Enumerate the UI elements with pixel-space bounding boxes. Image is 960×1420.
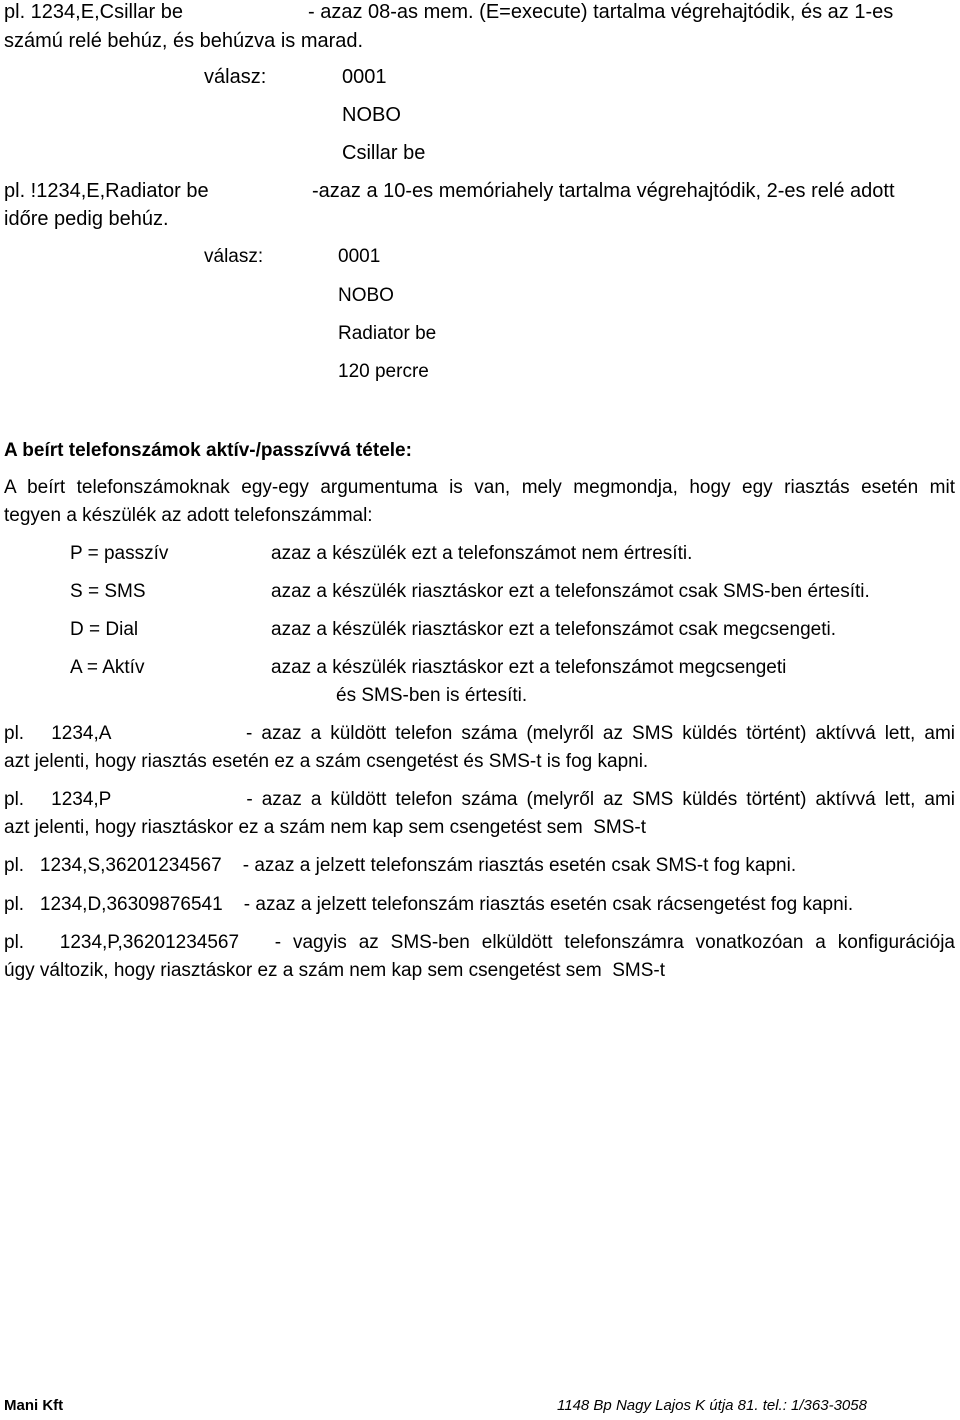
option-code-dial: D = Dial [70, 619, 139, 640]
option-code-sms: S = SMS [70, 581, 146, 602]
section-title: A beírt telefonszámok aktív-/passzívvá tétele: [4, 440, 412, 461]
option-desc-passive: azaz a készülék ezt a telefonszámot nem értresíti. [271, 543, 693, 564]
option-code-active: A = Aktív [70, 657, 145, 678]
answer-line-1: 0001 [342, 66, 387, 88]
example-pnum-line-2: úgy változik, hogy riasztáskor ez a szám nem kap sem csengetést sem SMS-t [4, 960, 666, 981]
footer-address: 1148 Bp Nagy Lajos K útja 81. tel.: 1/363-3058 [557, 1397, 867, 1414]
footer-company: Mani Kft [4, 1397, 64, 1414]
option-code-passive: P = passzív [70, 543, 169, 564]
answer-label: válasz: [204, 246, 264, 267]
answer-line-3: Radiator be [338, 323, 437, 344]
answer-line-2: NOBO [338, 285, 394, 306]
example-p-line-1: pl. 1234,P - azaz a küldött telefon száma (melyről az SMS küldés történt) aktívvá lett, ami [4, 789, 955, 810]
answer-line-2: NOBO [342, 104, 401, 126]
example-1-description-cont: számú relé behúz, és behúzva is marad. [4, 30, 364, 52]
intro-line-2: tegyen a készülék az adott telefonszámmal: [4, 505, 373, 526]
answer-line-1: 0001 [338, 246, 381, 267]
example-2-description-cont: időre pedig behúz. [4, 208, 169, 230]
option-desc-dial: azaz a készülék riasztáskor ezt a telefonszámot csak megcsengeti. [271, 619, 836, 640]
example-p-line-2: azt jelenti, hogy riasztáskor ez a szám nem kap sem csengetést sem SMS-t [4, 817, 647, 838]
example-pnum-line-1: pl. 1234,P,36201234567 - vagyis az SMS-ben elküldött telefonszámra vonatkozóan a konfigurációja [4, 932, 955, 953]
answer-line-3: Csillar be [342, 142, 426, 164]
example-s-line: pl. 1234,S,36201234567 - azaz a jelzett telefonszám riasztás esetén csak SMS-t fog kapni. [4, 855, 797, 876]
option-desc-active: azaz a készülék riasztáskor ezt a telefonszámot megcsengeti [271, 657, 787, 678]
intro-line-1: A beírt telefonszámoknak egy-egy argumentuma is van, mely megmondja, hogy egy riasztás esetén mit [4, 477, 955, 498]
example-a-line-2: azt jelenti, hogy riasztás esetén ez a szám csengetést és SMS-t is fog kapni. [4, 751, 649, 772]
example-d-line: pl. 1234,D,36309876541 - azaz a jelzett telefonszám riasztás esetén csak rácsengetést fog kapni. [4, 894, 854, 915]
example-2-description: -azaz a 10-es memóriahely tartalma végrehajtódik, 2-es relé adott [312, 180, 895, 202]
example-1-command: pl. 1234,E,Csillar be [4, 1, 183, 23]
option-desc-sms: azaz a készülék riasztáskor ezt a telefonszámot csak SMS-ben értesíti. [271, 581, 870, 602]
example-a-line-1: pl. 1234,A - azaz a küldött telefon száma (melyről az SMS küldés történt) aktívvá lett, ami [4, 723, 955, 744]
answer-line-4: 120 percre [338, 361, 429, 382]
example-2-command: pl. !1234,E,Radiator be [4, 180, 209, 202]
example-1-description: - azaz 08-as mem. (E=execute) tartalma végrehajtódik, és az 1-es [308, 1, 894, 23]
answer-label: válasz: [204, 66, 267, 88]
option-desc-active-cont: és SMS-ben is értesíti. [336, 685, 528, 706]
